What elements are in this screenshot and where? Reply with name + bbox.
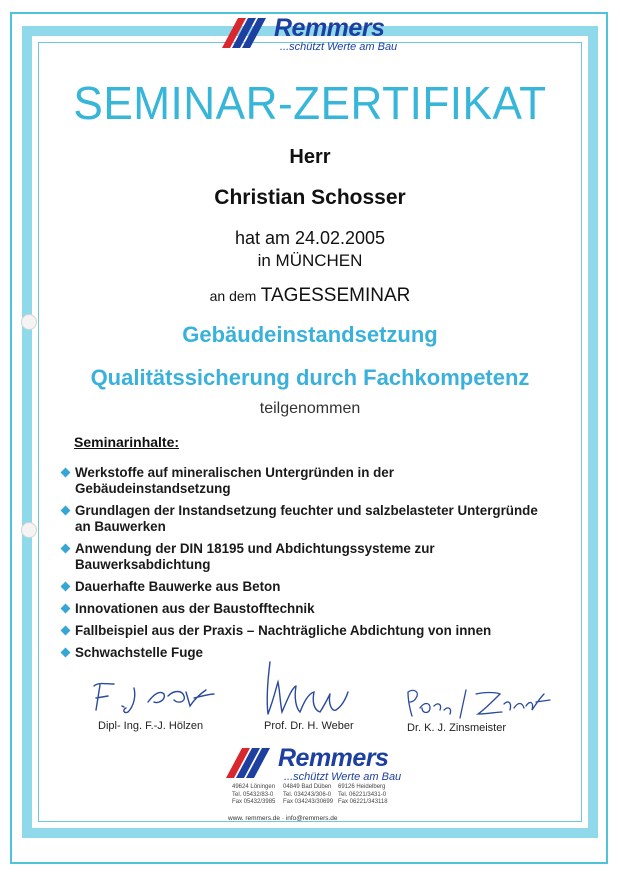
punch-hole-bottom (21, 522, 37, 538)
signatory-name-1: Dipl- Ing. F.-J. Hölzen (98, 720, 204, 732)
list-item: Schwachstelle Fuge (60, 645, 550, 661)
topic-line-1: Gebäudeinstandsetzung (182, 322, 438, 347)
list-item: Grundlagen der Instandsetzung feuchter und salzbelasteter Untergründe an Bauwerken (60, 503, 550, 535)
logo-tagline: ...schützt Werte am Bau (280, 41, 398, 53)
diamond-bullet-icon (61, 582, 71, 592)
seminar-type-line (0, 285, 620, 307)
signature-zinsmeister (404, 680, 554, 720)
diamond-bullet-icon (61, 506, 71, 516)
diamond-bullet-icon (61, 468, 71, 478)
seminar-prefix: an dem (209, 288, 257, 304)
remmers-mark-icon (222, 16, 272, 48)
signature-hoelzen (88, 676, 218, 718)
seminar-type: TAGESSEMINAR (260, 285, 411, 306)
remmers-mark-icon (226, 746, 276, 778)
recipient-name: Christian Schosser (214, 186, 406, 209)
remmers-logo-top (222, 16, 397, 53)
contact-column-1: 49624 Löningen Tel. 05432/83-0 Fax 05432/3985 (232, 784, 276, 805)
contact-column-2: 04849 Bad Düben Tel. 034243/306-0 Fax 034243/30699 (283, 784, 334, 805)
list-item: Werkstoffe auf mineralischen Untergründen in der Gebäudeinstandsetzung (60, 465, 550, 497)
diamond-bullet-icon (61, 544, 71, 554)
signatory-name-2: Prof. Dr. H. Weber (264, 720, 354, 732)
list-item: Dauerhafte Bauwerke aus Beton (60, 579, 550, 595)
place-line: in MÜNCHEN (257, 251, 363, 270)
signatory-name-3: Dr. K. J. Zinsmeister (407, 722, 507, 734)
diamond-bullet-icon (61, 648, 71, 658)
logo-name: Remmers (274, 14, 385, 42)
date-line: hat am 24.02.2005 (234, 228, 386, 248)
contents-list (60, 465, 550, 667)
web-contact-line: www. remmers.de · info@remmers.de (228, 815, 338, 822)
topic-line-2: Qualitätssicherung durch Fachkompetenz (90, 365, 530, 390)
diamond-bullet-icon (61, 626, 71, 636)
contents-heading: Seminarinhalte: (74, 434, 180, 450)
salutation: Herr (289, 146, 331, 168)
participated-text: teilgenommen (259, 400, 361, 417)
logo-name: Remmers (278, 744, 389, 772)
diamond-bullet-icon (61, 604, 71, 614)
signature-weber (262, 658, 352, 720)
remmers-logo-bottom (226, 746, 401, 783)
certificate-title: SEMINAR-ZERTIFIKAT (73, 77, 547, 129)
list-item: Innovationen aus der Baustofftechnik (60, 601, 550, 617)
logo-tagline: ...schützt Werte am Bau (284, 771, 402, 783)
list-item: Fallbeispiel aus der Praxis – Nachträgliche Abdichtung von innen (60, 623, 550, 639)
contact-column-3: 69126 Heidelberg Tel. 06221/3431-0 Fax 06221/343118 (338, 784, 388, 805)
list-item: Anwendung der DIN 18195 und Abdichtungssysteme zur Bauwerksabdichtung (60, 541, 550, 573)
